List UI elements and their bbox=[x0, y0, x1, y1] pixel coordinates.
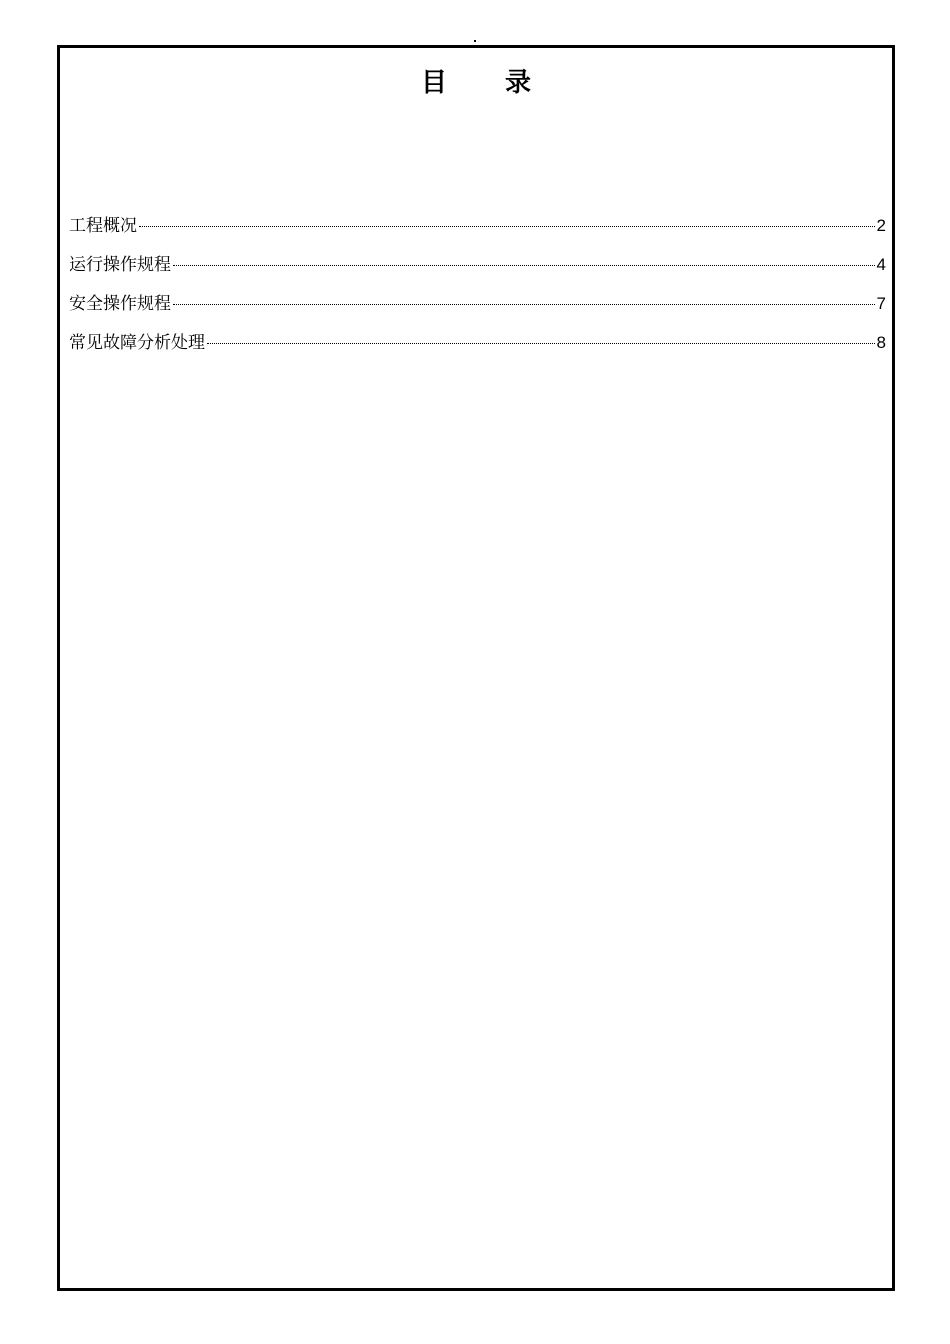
toc-entry[interactable] bbox=[69, 291, 886, 330]
toc-entry-label[interactable]: 运行操作规程 bbox=[69, 255, 171, 275]
page-top-mark bbox=[474, 40, 476, 42]
toc-entry-label[interactable]: 工程概况 bbox=[69, 216, 137, 236]
toc-entry[interactable] bbox=[69, 213, 886, 252]
toc-entry-label[interactable]: 安全操作规程 bbox=[69, 294, 171, 314]
toc-entry-page-number[interactable]: 8 bbox=[876, 333, 886, 352]
toc-entry-label[interactable]: 常见故障分析处理 bbox=[69, 333, 205, 353]
toc-entry-page-number[interactable]: 7 bbox=[876, 294, 886, 313]
page-border bbox=[57, 45, 895, 1291]
toc-leader-dots bbox=[139, 225, 875, 227]
toc-title bbox=[60, 66, 892, 100]
toc-leader-dots bbox=[207, 342, 875, 344]
toc-entry-page-number[interactable]: 4 bbox=[876, 255, 886, 274]
toc-entry-page-number[interactable]: 2 bbox=[876, 216, 886, 235]
toc-entry[interactable] bbox=[69, 330, 886, 369]
toc-leader-dots bbox=[173, 303, 875, 305]
toc-title-char-1: 目 bbox=[420, 68, 447, 98]
toc-title-char-2: 录 bbox=[505, 68, 532, 98]
toc-leader-dots bbox=[173, 264, 875, 266]
toc-entry[interactable] bbox=[69, 252, 886, 291]
toc-list bbox=[69, 213, 886, 369]
